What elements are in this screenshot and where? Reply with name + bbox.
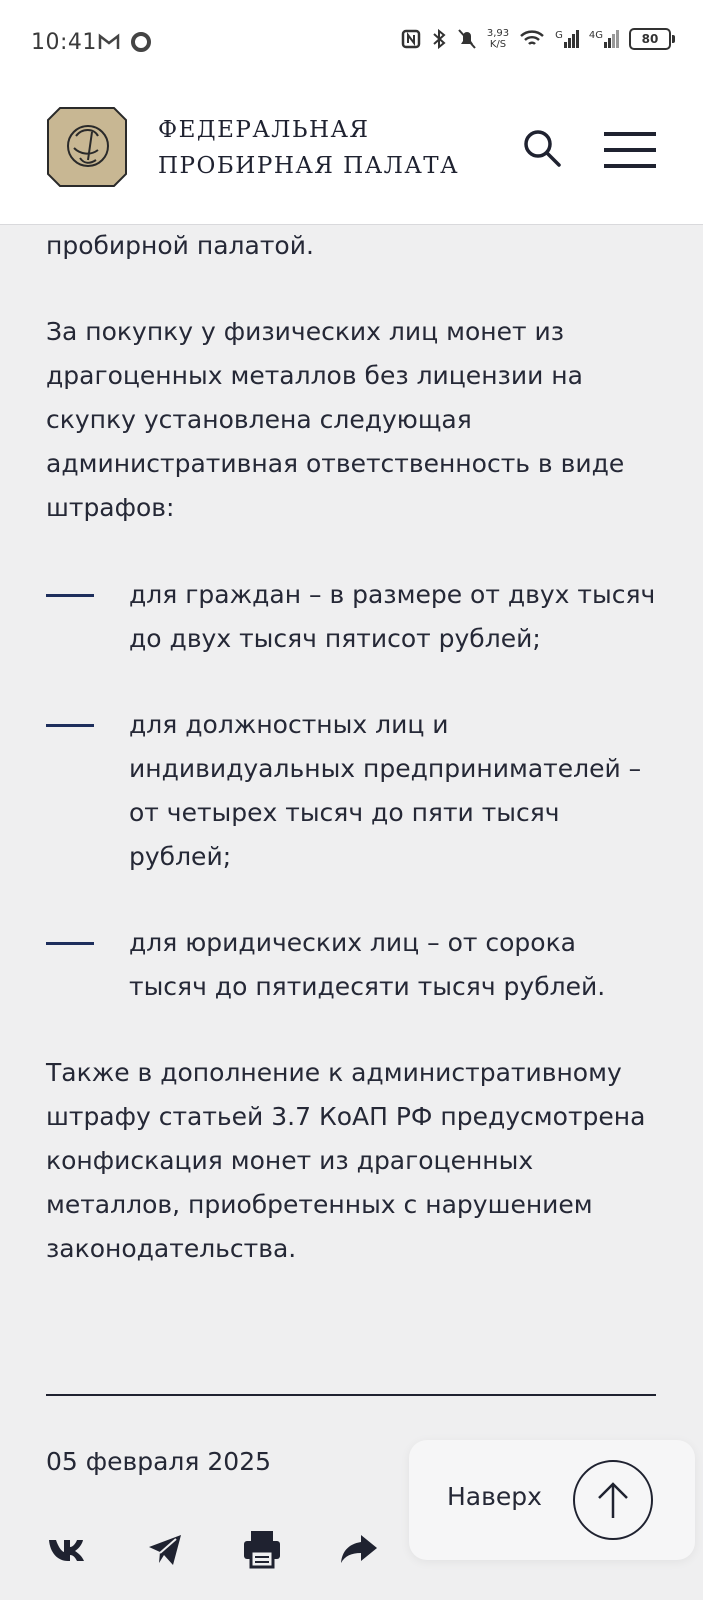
logo-emblem-icon[interactable] xyxy=(46,106,128,188)
vk-icon[interactable] xyxy=(46,1527,90,1571)
article-intro-tail: пробирной палатой. xyxy=(46,231,314,260)
site-header xyxy=(0,88,703,225)
signal-2: 4G xyxy=(589,30,619,48)
arrow-up-icon xyxy=(575,1462,651,1538)
article-paragraph-2: Также в дополнение к административному штрафу статьей 3.7 КоАП РФ предусмотрена конфискация монет из драгоценных металлов, приобретенных с нарушением законодательства. xyxy=(46,1058,646,1263)
article-body xyxy=(46,224,658,1271)
site-brand[interactable]: ФЕДЕРАЛЬНАЯ ПРОБИРНАЯ ПАЛАТА xyxy=(158,117,460,179)
dash-marker xyxy=(46,942,94,945)
list-item: для должностных лиц и индивидуальных предпринимателей – от четырех тысяч до пяти тысяч рублей; xyxy=(46,703,658,879)
telegram-icon[interactable] xyxy=(143,1527,187,1571)
list-item: для юридических лиц – от сорока тысяч до пятидесяти тысяч рублей. xyxy=(46,921,658,1009)
divider xyxy=(46,1394,656,1396)
search-icon[interactable] xyxy=(520,126,564,170)
hamburger-menu-icon[interactable] xyxy=(604,132,656,168)
nfc-icon xyxy=(401,29,421,49)
status-time: 10:41 xyxy=(31,30,97,55)
print-icon[interactable] xyxy=(240,1527,284,1571)
share-icon[interactable] xyxy=(337,1527,381,1571)
mute-bell-icon xyxy=(457,28,477,50)
list-item: для граждан – в размере от двух тысяч до двух тысяч пятисот рублей; xyxy=(46,573,658,661)
battery-indicator: 80 xyxy=(629,28,675,50)
publish-date: 05 февраля 2025 xyxy=(46,1447,272,1476)
gmail-icon xyxy=(98,33,120,51)
record-icon xyxy=(130,31,152,53)
status-bar xyxy=(0,0,703,88)
dash-marker xyxy=(46,594,94,597)
back-to-top-label: Наверх xyxy=(447,1482,542,1511)
article-paragraph-1: За покупку у физических лиц монет из драгоценных металлов без лицензии на скупку установлена следующая административная ответственность в виде штрафов: xyxy=(46,317,625,522)
dash-marker xyxy=(46,724,94,727)
signal-1: G xyxy=(555,30,579,48)
net-speed: 3,93 K/S xyxy=(486,28,510,50)
wifi-icon xyxy=(519,29,545,49)
back-to-top-button[interactable] xyxy=(409,1440,695,1560)
bluetooth-icon xyxy=(431,28,447,50)
